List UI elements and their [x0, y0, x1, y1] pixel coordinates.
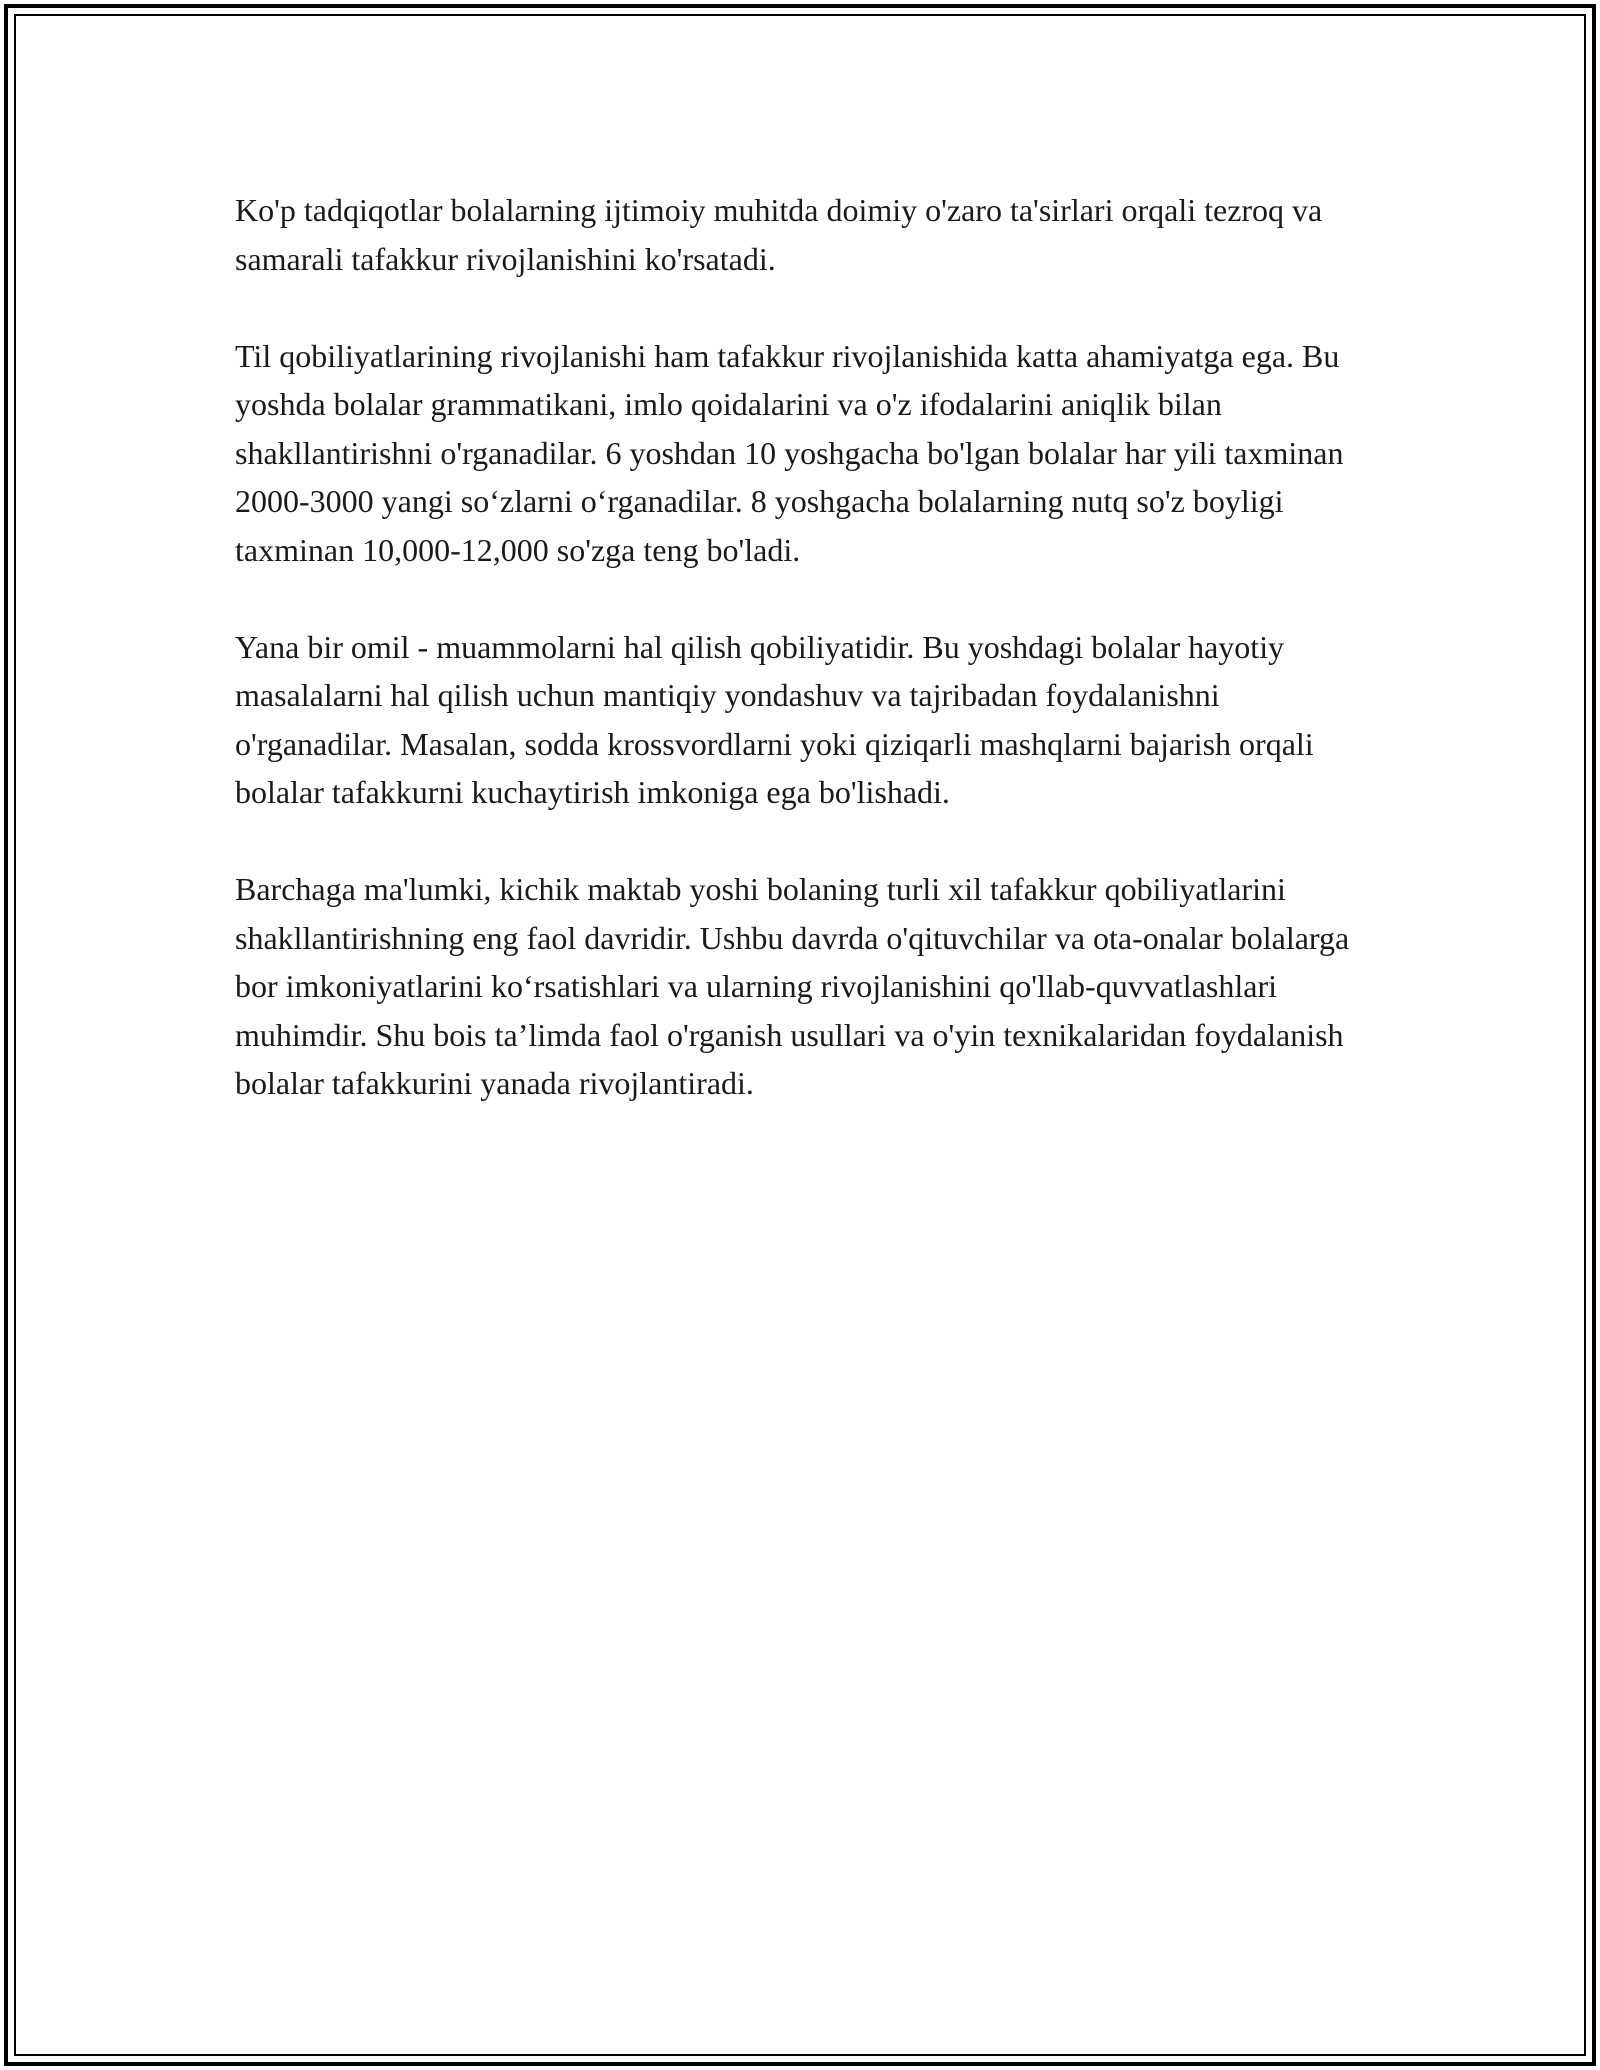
- paragraph-3: Yana bir omil - muammolarni hal qilish qobiliyatidir. Bu yoshdagi bolalar hayotiy masalalarni hal qilish uchun mantiqiy yondashuv va tajribadan foydalanishni o'rganadilar. Masalan, sodda krossvordlarni yoki qiziqarli mashqlarni bajarish orqali bolalar tafakkurni kuchaytirish imkoniga ega bo'lishadi.: [235, 628, 1314, 810]
- paragraph-1: Ko'p tadqiqotlar bolalarning ijtimoiy muhitda doimiy o'zaro ta'sirlari orqali tezroq va samarali tafakkur rivojlanishini ko'rsatadi.: [235, 192, 1323, 277]
- paragraph-4: Barchaga ma'lumki, kichik maktab yoshi bolaning turli xil tafakkur qobiliyatlarini shakllantirishning eng faol davridir. Ushbu davrda o'qituvchilar va ota-onalar bolalarga bor imkoniyatlarini ko‘rsatishlari va ularning rivojlanishini qo'llab-quvvatlashlari muhimdir. Shu bois ta’limda faol o'rganish usullari va o'yin texnikalaridan foydalanish bolalar tafakkurini yanada rivojlantiradi.: [235, 871, 1350, 1101]
- document-body: [235, 186, 1370, 1156]
- paragraph-2: Til qobiliyatlarining rivojlanishi ham tafakkur rivojlanishida katta ahamiyatga ega. Bu yoshda bolalar grammatikani, imlo qoidalarini va o'z ifodalarini aniqlik bilan shakllantirishni o'rganadilar. 6 yoshdan 10 yoshgacha bo'lgan bolalar har yili taxminan 2000-3000 yangi so‘zlarni o‘rganadilar. 8 yoshgacha bolalarning nutq so'z boyligi taxminan 10,000-12,000 so'zga teng bo'ladi.: [235, 337, 1344, 568]
